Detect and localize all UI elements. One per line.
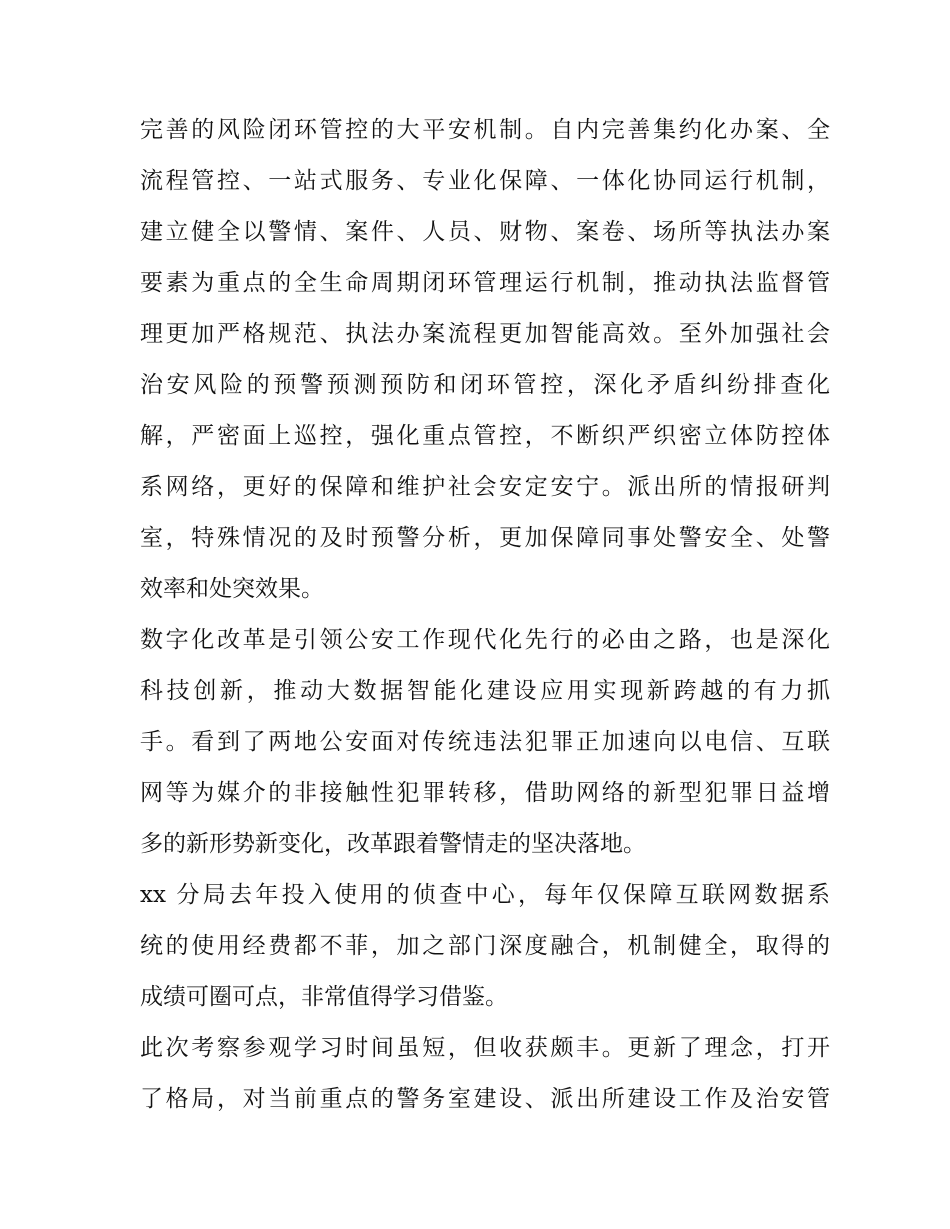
paragraph-line: 建立健全以警情、案件、人员、财物、案卷、场所等执法办案 [140, 219, 830, 245]
paragraph-line: 数字化改革是引领公安工作现代化先行的必由之路，也是深化 [140, 627, 830, 653]
paragraph-line: 了格局，对当前重点的警务室建设、派出所建设工作及治安管 [140, 1086, 830, 1112]
paragraph-line: 流程管控、一站式服务、专业化保障、一体化协同运行机制， [140, 168, 830, 194]
paragraph-line: xx 分局去年投入使用的侦查中心，每年仅保障互联网数据系 [140, 882, 830, 908]
paragraph-line: 手。看到了两地公安面对传统违法犯罪正加速向以电信、互联 [140, 729, 830, 755]
paragraph-line: 完善的风险闭环管控的大平安机制。自内完善集约化办案、全 [140, 117, 830, 143]
paragraph-line: 网等为媒介的非接触性犯罪转移，借助网络的新型犯罪日益增 [140, 780, 830, 806]
paragraph-line: 效率和处突效果。 [140, 576, 324, 602]
paragraph-line: 此次考察参观学习时间虽短，但收获颇丰。更新了理念，打开 [140, 1035, 830, 1061]
paragraph-1 [140, 105, 830, 615]
paragraph-line: 成绩可圈可点，非常值得学习借鉴。 [140, 984, 508, 1010]
paragraph-line: 理更加严格规范、执法办案流程更加智能高效。至外加强社会 [140, 321, 830, 347]
paragraph-line: 要素为重点的全生命周期闭环管理运行机制，推动执法监督管 [140, 270, 830, 296]
paragraph-line: 治安风险的预警预测预防和闭环管控，深化矛盾纠纷排查化 [140, 372, 830, 398]
paragraph-line: 解，严密面上巡控，强化重点管控，不断织严织密立体防控体 [140, 423, 830, 449]
paragraph-4 [140, 1023, 830, 1125]
paragraph-line: 科技创新，推动大数据智能化建设应用实现新跨越的有力抓 [140, 678, 830, 704]
paragraph-line: 统的使用经费都不菲，加之部门深度融合，机制健全，取得的 [140, 933, 830, 959]
paragraph-line: 多的新形势新变化，改革跟着警情走的坚决落地。 [140, 831, 646, 857]
paragraph-line: 系网络，更好的保障和维护社会安定安宁。派出所的情报研判 [140, 474, 830, 500]
paragraph-2 [140, 615, 830, 870]
paragraph-line: 室，特殊情况的及时预警分析，更加保障同事处警安全、处警 [140, 525, 830, 551]
paragraph-3 [140, 870, 830, 1023]
document-body [140, 105, 830, 1125]
